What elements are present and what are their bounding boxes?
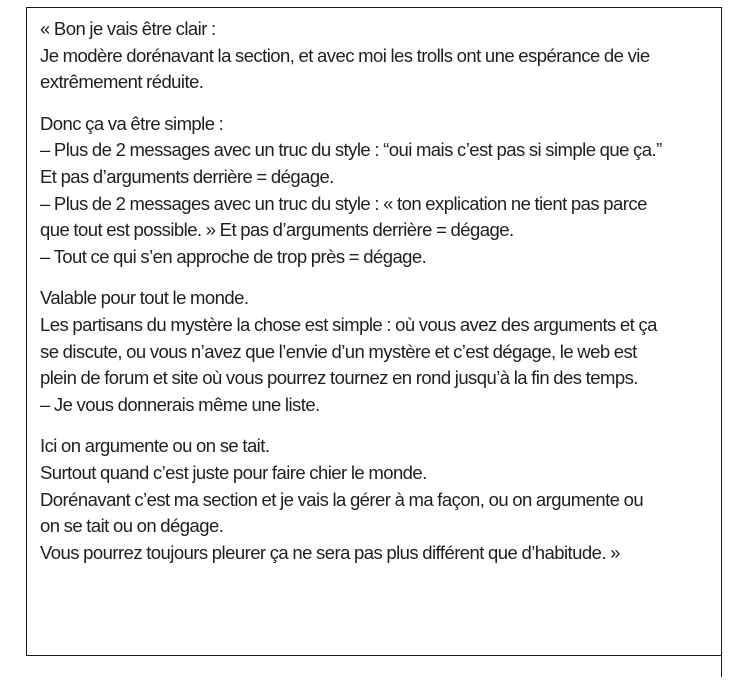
paragraph-3 xyxy=(40,285,709,418)
paragraph-2 xyxy=(40,111,709,271)
text-line: – Je vous donnerais même une liste. xyxy=(40,393,320,415)
text-line: Ici on argumente ou on se tait. xyxy=(40,435,270,457)
text-line: extrêmement réduite. xyxy=(40,71,204,93)
text-line: Et pas d’arguments derrière = dégage. xyxy=(40,165,334,187)
text-line: Je modère dorénavant la section, et avec moi les trolls ont une espérance de vie xyxy=(40,44,650,66)
paragraph-4 xyxy=(40,433,709,566)
text-line: Les partisans du mystère la chose est simple : où vous avez des arguments et ça xyxy=(40,313,657,335)
text-line: Surtout quand c’est juste pour faire chier le monde. xyxy=(40,461,427,483)
text-line: se discute, ou vous n’avez que l’envie d’un mystère et c’est dégage, le web est xyxy=(40,340,637,362)
text-line: que tout est possible. » Et pas d’arguments derrière = dégage. xyxy=(40,219,514,241)
text-line: Dorénavant c’est ma section et je vais la gérer à ma façon, ou on argumente ou xyxy=(40,488,644,510)
text-line: on se tait ou on dégage. xyxy=(40,515,224,537)
paragraph-1 xyxy=(40,16,709,96)
text-line: « Bon je vais être clair : xyxy=(40,18,216,39)
border-tail-divider xyxy=(721,655,722,677)
text-line: – Tout ce qui s’en approche de trop près = dégage. xyxy=(40,245,427,267)
quote-box xyxy=(26,7,722,656)
text-line: Donc ça va être simple : xyxy=(40,112,224,134)
text-line: Valable pour tout le monde. xyxy=(40,287,249,309)
text-line: Vous pourrez toujours pleurer ça ne sera pas plus différent que d’habitude. » xyxy=(40,541,620,563)
text-line: – Plus de 2 messages avec un truc du style : “oui mais c’est pas si simple que ça.” xyxy=(40,139,662,161)
text-line: – Plus de 2 messages avec un truc du style : « ton explication ne tient pas parce xyxy=(40,192,647,214)
text-line: plein de forum et site où vous pourrez tournez en rond jusqu’à la fin des temps. xyxy=(40,367,638,389)
